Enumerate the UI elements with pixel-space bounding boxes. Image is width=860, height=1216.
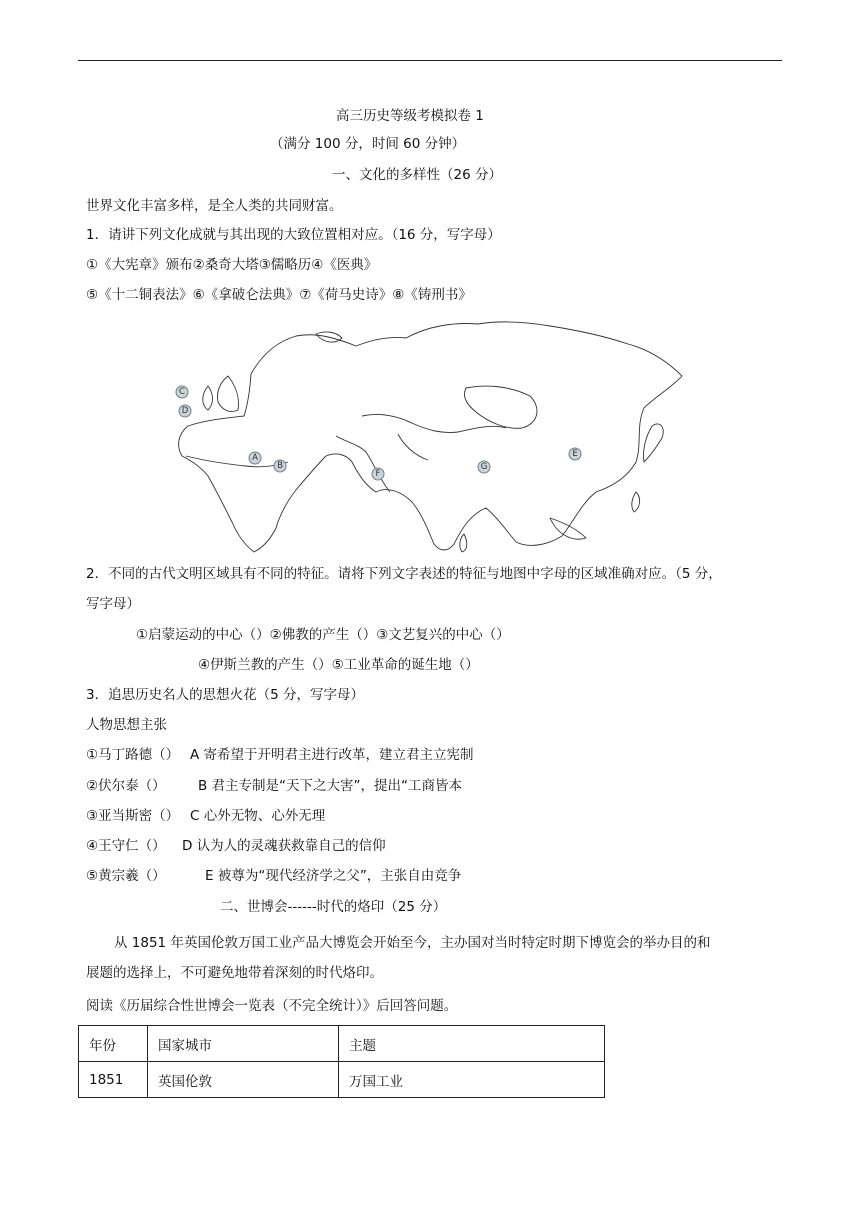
eurasia-map [166, 316, 688, 554]
q1-text: 1．请讲下列文化成就与其出现的大致位置相对应。（16 分，写字母） [86, 227, 501, 243]
q3-person-4: ④王守仁（） [86, 838, 166, 854]
q2-text-line1: 2．不同的古代文明区域具有不同的特征。请将下列文字表述的特征与地图中字母的区域准确对应。（5 分， [86, 566, 722, 582]
map-marker-f [372, 468, 384, 480]
q1-items-line1: ①《大宪章》颁布②桑奇大塔③儒略历④《医典》 [86, 257, 378, 273]
table-cell-theme: 万国工业 [339, 1062, 605, 1098]
map-marker-d [179, 405, 191, 417]
q3-person-3: ③亚当斯密（） [86, 808, 180, 824]
q3-column-header: 人物思想主张 [86, 717, 167, 733]
q3-idea-b: B 君主专制是“天下之大害”，提出“工商皆本 [198, 778, 463, 794]
section1-intro: 世界文化丰富多样，是全人类的共同财富。 [86, 198, 343, 214]
table-header-year: 年份 [79, 1026, 148, 1062]
section2-paragraph-line2: 展题的选择上，不可避免地带着深刻的时代烙印。 [86, 965, 383, 981]
exam-subtitle: （满分 100 分，时间 60 分钟） [270, 136, 466, 152]
q3-person-1: ①马丁路德（） [86, 747, 180, 763]
map-marker-b-label: B [277, 461, 283, 471]
q3-idea-c: C 心外无物、心外无理 [190, 808, 326, 824]
section1-heading: 一、文化的多样性（26 分） [332, 167, 502, 183]
q3-idea-d: D 认为人的灵魂获救靠自己的信仰 [182, 838, 386, 854]
map-marker-a-label: A [252, 453, 258, 463]
q3-text: 3．追思历史名人的思想火花（5 分，写字母） [86, 687, 364, 703]
q3-idea-e: E 被尊为“现代经济学之父”，主张自由竞争 [205, 868, 462, 884]
q2-items-line2: ④伊斯兰教的产生（）⑤工业革命的诞生地（） [198, 657, 479, 673]
table-row [79, 1062, 605, 1098]
map-marker-e-label: E [572, 449, 578, 459]
table-header-city: 国家城市 [148, 1026, 339, 1062]
section2-prompt: 阅读《历届综合性世博会一览表（不完全统计）》后回答问题。 [86, 998, 458, 1014]
expo-table [78, 1025, 605, 1098]
q3-person-5: ⑤黄宗羲（） [86, 868, 166, 884]
map-marker-c [176, 386, 188, 398]
map-marker-f-label: F [375, 469, 381, 479]
map-marker-g [478, 461, 490, 473]
q1-items-line2: ⑤《十二铜表法》⑥《拿破仑法典》⑦《荷马史诗》⑧《铸刑书》 [86, 287, 472, 303]
table-cell-city: 英国伦敦 [148, 1062, 339, 1098]
table-header-theme: 主题 [339, 1026, 605, 1062]
q3-person-2: ②伏尔泰（） [86, 778, 166, 794]
q2-items-line1: ①启蒙运动的中心（）②佛教的产生（）③文艺复兴的中心（） [136, 627, 510, 643]
map-marker-g-label: G [480, 462, 488, 472]
map-marker-e [569, 448, 581, 460]
exam-title: 高三历史等级考模拟卷 1 [336, 108, 484, 124]
map-marker-c-label: C [179, 387, 185, 397]
map-marker-b [274, 460, 286, 472]
table-header-row [79, 1026, 605, 1062]
table-cell-year: 1851 [79, 1062, 148, 1098]
map-marker-a [249, 452, 261, 464]
q3-idea-a: A 寄希望于开明君主进行改革，建立君主立宪制 [190, 747, 474, 763]
map-coastlines [179, 322, 682, 552]
map-marker-d-label: D [181, 406, 189, 416]
header-rule [78, 60, 782, 61]
q2-text-line2: 写字母） [86, 596, 140, 612]
section2-paragraph-line1: 从 1851 年英国伦敦万国工业产品大博览会开始至今，主办国对当时特定时期下博览会的举办目的和 [114, 935, 711, 951]
section2-heading: 二、世博会------时代的烙印（25 分） [220, 899, 447, 915]
